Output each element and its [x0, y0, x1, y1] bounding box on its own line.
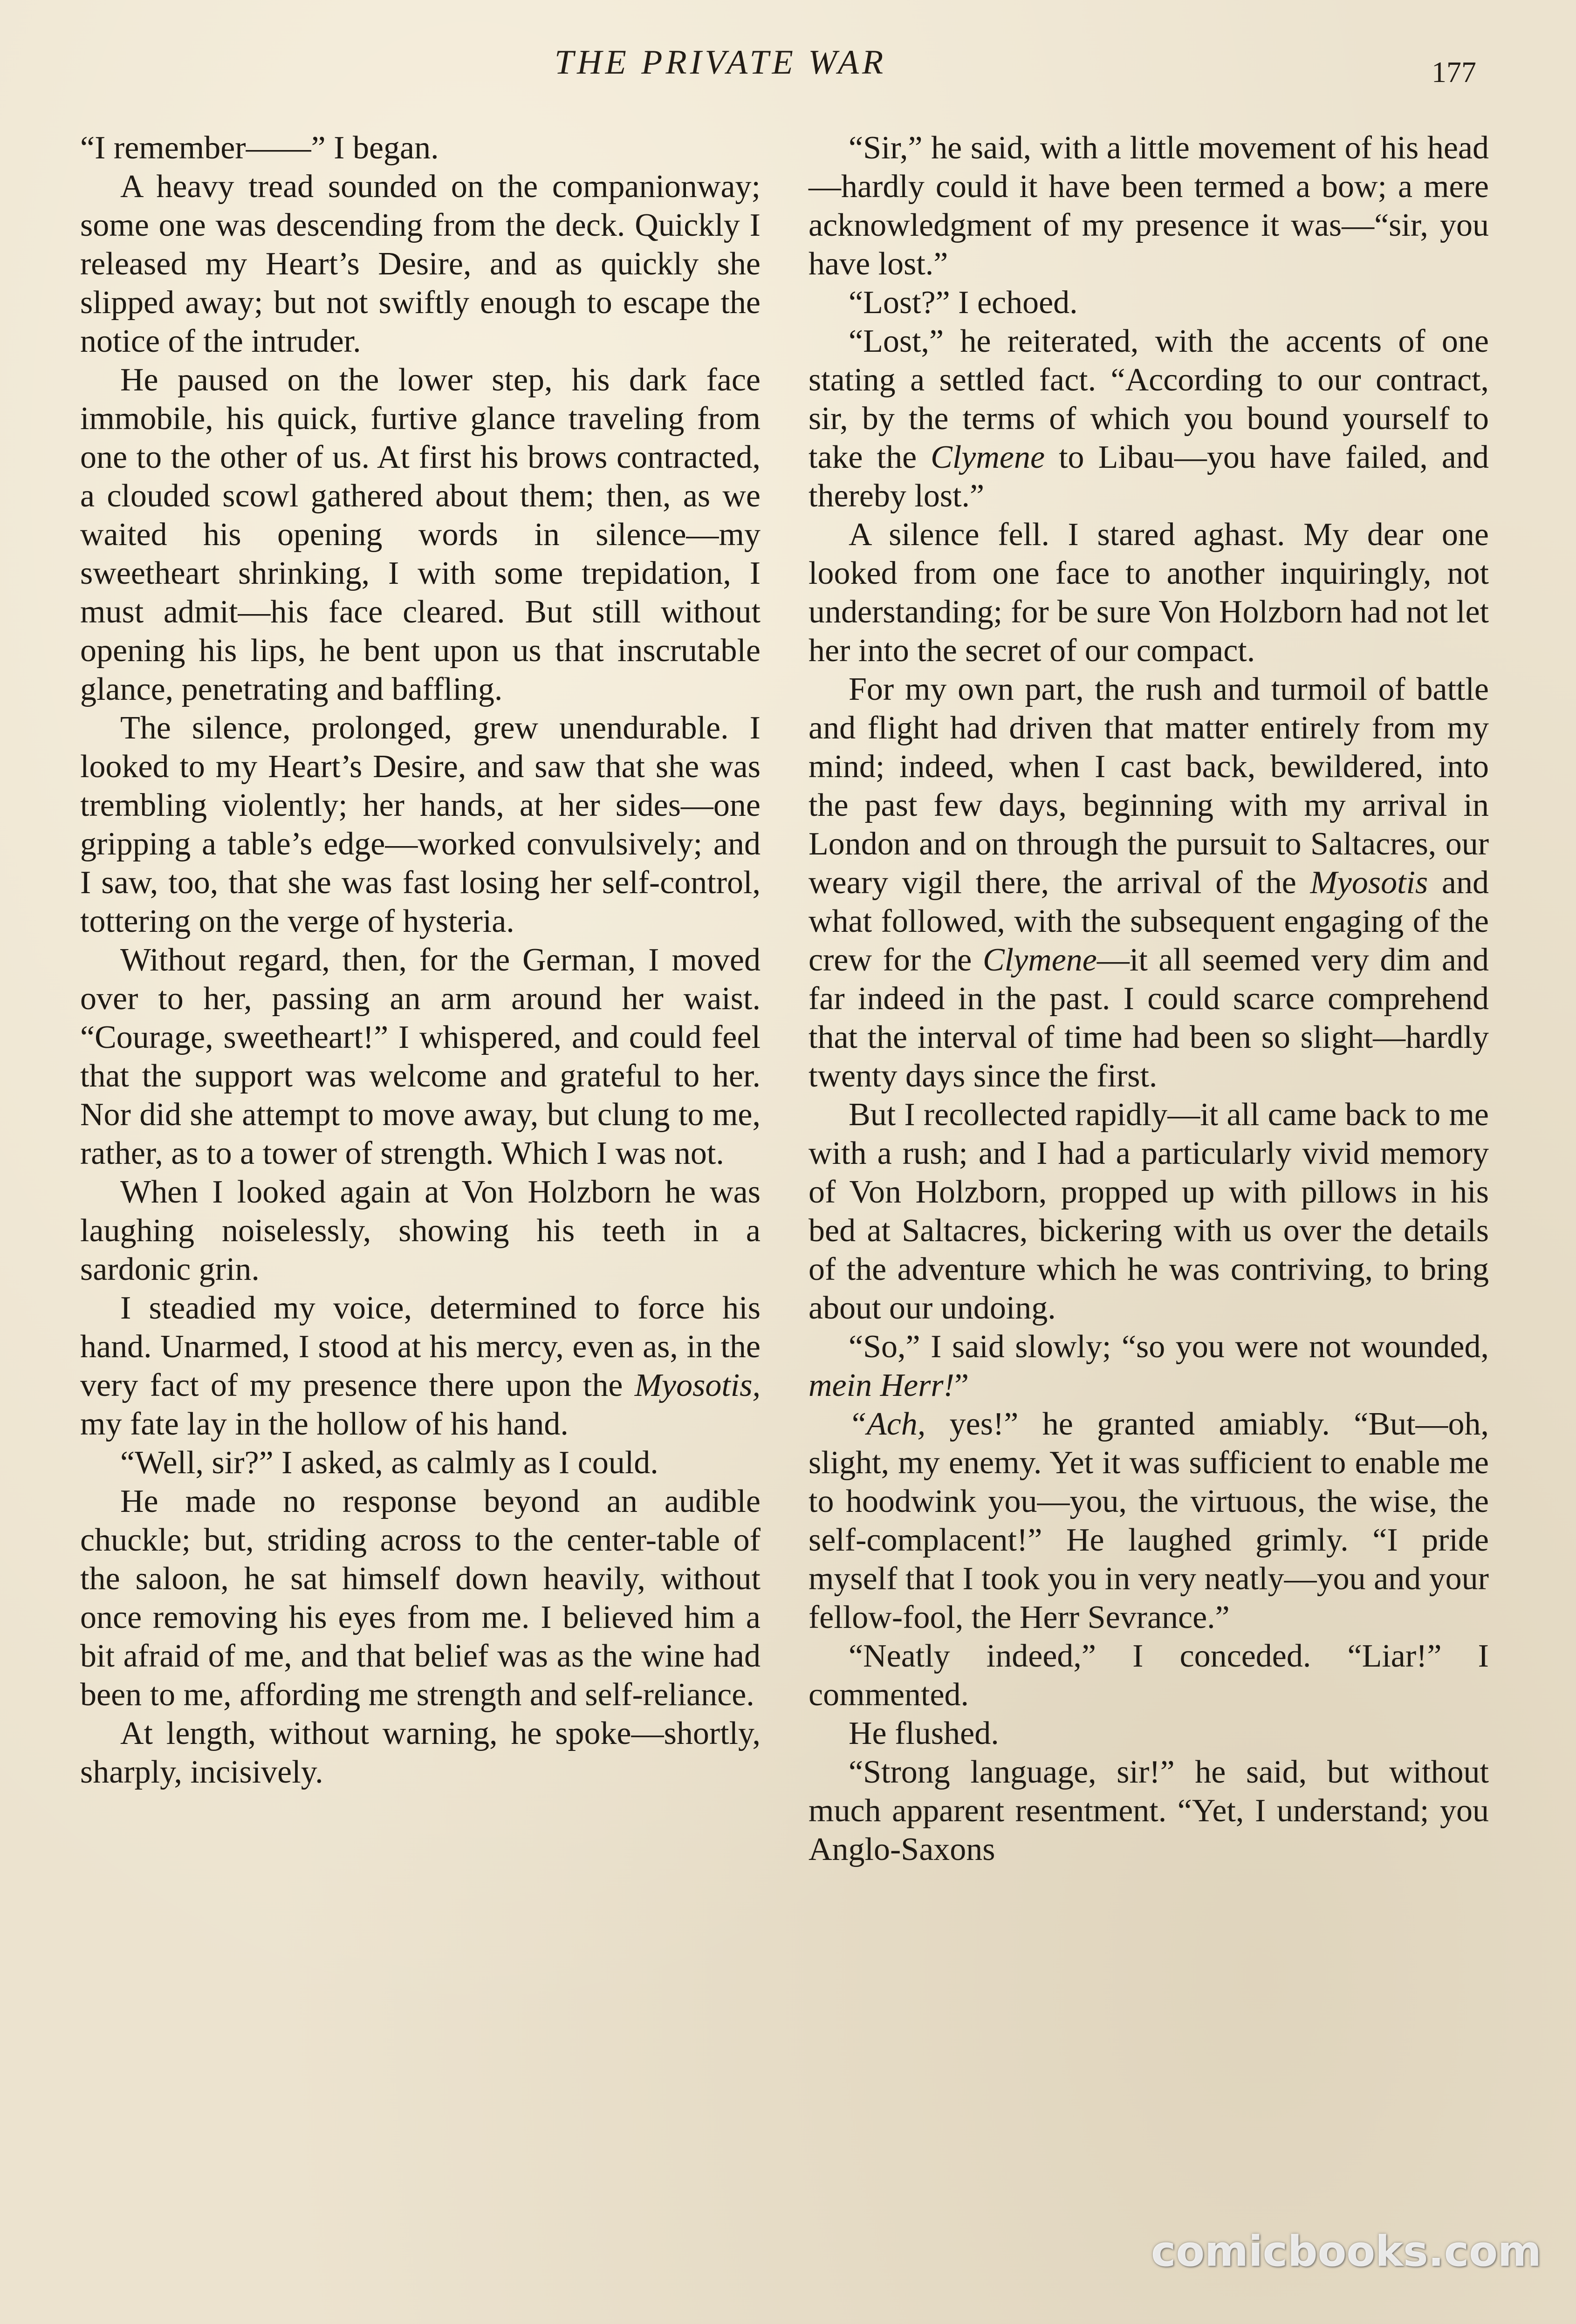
paragraph	[809, 1327, 1489, 1405]
text-run: “So,” I said slowly; “so you were not wounded,	[849, 1329, 1489, 1365]
paragraph	[809, 670, 1489, 1095]
left-column	[80, 129, 761, 1791]
page-number: 177	[1432, 55, 1476, 89]
text-run: yes!” he granted amiably. “But—oh, slight, my enemy. Yet it was sufficient to enable me to hoodwink you—you, the virtuous, the wise, the self-complacent!” He laughed grimly. “I pride myself that I took you in very neatly—you and your fellow-fool, the Herr Sevrance.”	[809, 1406, 1489, 1635]
foreign-phrase: mein Herr!	[809, 1367, 954, 1403]
watermark: comicbooks.com	[1151, 2227, 1542, 2276]
paragraph: He paused on the lower step, his dark face immobile, his quick, furtive glance traveling from one to the other of us. At first his brows contracted, a clouded scowl gathered about them; then, as we waited his opening words in silence—my sweetheart shrinking, I with some trepidation, I must admit—his face cleared. But still without opening his lips, he bent upon us that inscrutable glance, penetrating and baffling.	[80, 362, 761, 707]
paragraph: “Strong language, sir!” he said, but without much apparent resentment. “Yet, I understand; you Anglo-Saxons	[809, 1754, 1489, 1867]
paragraph: “Neatly indeed,” I conceded. “Liar!” I commented.	[809, 1638, 1489, 1713]
paragraph: The silence, prolonged, grew unendurable. I looked to my Heart’s Desire, and saw that she was trembling violently; her hands, at her sides—one gripping a table’s edge—worked convulsively; and I saw, too, that she was fast losing her self-control, tottering on the verge of hysteria.	[80, 710, 761, 939]
paragraph: “I remember——” I began.	[80, 130, 439, 166]
paragraph: He flushed.	[849, 1716, 999, 1751]
paragraph: “Lost?” I echoed.	[849, 285, 1078, 321]
paragraph: When I looked again at Von Holzborn he was laughing noiselessly, showing his teeth in a sardonic grin.	[80, 1174, 761, 1287]
paragraph: “Well, sir?” I asked, as calmly as I could.	[120, 1445, 658, 1481]
ship-name: Myosotis	[1310, 865, 1428, 901]
paragraph	[809, 1405, 1489, 1637]
text-run: and what followed, with the subsequent engaging of the crew for the	[809, 865, 1489, 978]
paragraph: Without regard, then, for the German, I moved over to her, passing an arm around her waist. “Courage, sweetheart!” I whispered, and could feel that the support was welcome and grateful to her. Nor did she attempt to move away, but clung to me, rather, as to a tower of strength. Which I was not.	[80, 942, 761, 1171]
text-run: —it all seemed very dim and far indeed in the past. I could scarce comprehend that the interval of time had been so slight—hardly twenty days since the first.	[809, 942, 1489, 1094]
paragraph	[80, 1289, 761, 1443]
text-run: “Lost,” he reiterated, with the accents of one stating a settled fact. “According to our contract, sir, by the terms of which you bound yourself to take the	[809, 323, 1489, 475]
foreign-phrase: “Ach,	[849, 1406, 926, 1442]
ship-name: Clymene	[982, 942, 1097, 978]
text-run: my fate lay in the hollow of his hand.	[80, 1406, 569, 1442]
text-run: I steadied my voice, determined to force his hand. Unarmed, I stood at his mercy, even as, in the very fact of my presence there upon the	[80, 1290, 761, 1403]
ship-name: Clymene	[931, 439, 1045, 475]
paragraph: He made no response beyond an audible chuckle; but, striding across to the center-table of the saloon, he sat himself down heavily, without once removing his eyes from me. I believed him a bit afraid of me, and that belief was as the wine had been to me, affording me strength and self-reliance.	[80, 1483, 761, 1713]
right-column	[809, 129, 1489, 1869]
paragraph	[809, 322, 1489, 515]
text-run: ”	[954, 1367, 969, 1403]
paragraph: “Sir,” he said, with a little movement of his head—hardly could it have been termed a bow; a mere acknowledgment of my presence it was—“sir, you have lost.”	[809, 130, 1489, 282]
text-run: to Libau—you have failed, and thereby lost.”	[809, 439, 1489, 514]
paragraph: A heavy tread sounded on the companionway; some one was descending from the deck. Quickly I released my Heart’s Desire, and as quickly she slipped away; but not swiftly enough to escape the notice of the intruder.	[80, 169, 761, 359]
text-run: For my own part, the rush and turmoil of battle and flight had driven that matter entirely from my mind; indeed, when I cast back, bewildered, into the past few days, beginning with my arrival in London and on through the pursuit to Saltacres, our weary vigil there, the arrival of the	[809, 671, 1489, 901]
paragraph: But I recollected rapidly—it all came back to me with a rush; and I had a particularly vivid memory of Von Holzborn, propped up with pillows in his bed at Saltacres, bickering with us over the details of the adventure which he was contriving, to bring about our undoing.	[809, 1097, 1489, 1326]
running-title: THE PRIVATE WAR	[555, 43, 887, 82]
ship-name: Myosotis,	[634, 1367, 761, 1403]
paragraph: At length, without warning, he spoke—shortly, sharply, incisively.	[80, 1716, 761, 1790]
paragraph: A silence fell. I stared aghast. My dear one looked from one face to another inquiringly, not understanding; for be sure Von Holzborn had not let her into the secret of our compact.	[809, 517, 1489, 669]
